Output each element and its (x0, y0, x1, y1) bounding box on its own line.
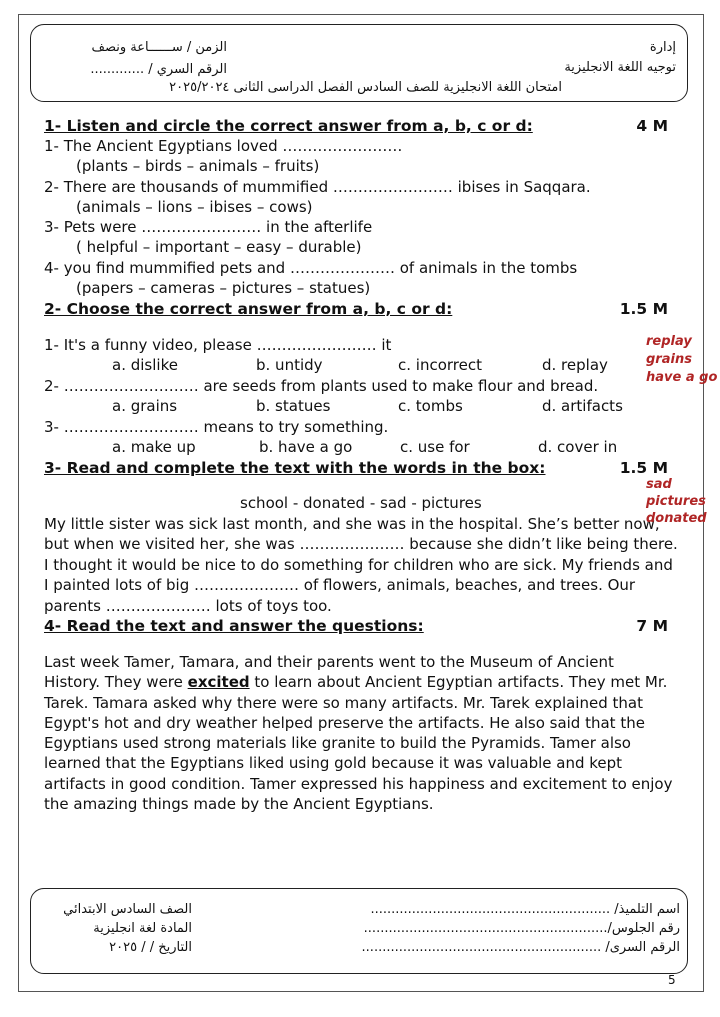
student-name-field: اسم التلميذ/ .......................................................... (370, 902, 680, 917)
q1-item-2: 2- There are thousands of mummified …………………… ibises in Saqqara. (44, 178, 591, 196)
footer-date: التاريخ / / ٢٠٢٥ (109, 940, 192, 955)
exam-title: امتحان اللغة الانجليزية للصف السادس الفصل الدراسى الثانى ٢٠٢٥/٢٠٢٤ (169, 80, 562, 95)
q2-item-2-option-a: a. grains (112, 397, 178, 415)
footer-grade: الصف السادس الابتدائي (63, 902, 192, 917)
q2-item-3-option-d: d. cover in (538, 438, 618, 456)
q1-item-1: 1- The Ancient Egyptians loved …………………… (44, 137, 403, 155)
handwritten-answer-have-a-go: have a go (646, 370, 718, 385)
section-2-marks: 1.5 M (619, 300, 668, 318)
q2-item-1-option-b: b. untidy (256, 356, 323, 374)
q2-item-1-option-a: a. dislike (112, 356, 178, 374)
q2-item-3-option-b: b. have a go (259, 438, 353, 456)
q2-item-3: 3- ……………………… means to try something. (44, 418, 389, 436)
q1-item-1-options: (plants – birds – animals – fruits) (76, 157, 320, 175)
q3-text-line-3: I thought it would be nice to do something for children who are sick. My friends and (44, 556, 673, 574)
reading-passage: Last week Tamer, Tamara, and their parents went to the Museum of Ancient History. They were excited to learn about Ancient Egyptian artifacts. They met Mr. Tarek. Tamara asked why there were so many artifacts. Mr. Tarek explained that Egypt's hot and dry weather helped preserve the artifacts. He also said that the Egyptians used strong materials like granite to build the Pyramids. Tamer also learned that the Egyptians liked using gold because it was valuable and kept artifacts in good condition. Tamer expressed his happiness and excitement to enjoy the amazing things made by the Ancient Egyptians. (44, 653, 673, 814)
word-box: school - donated - sad - pictures (240, 494, 482, 512)
passage-keyword-excited: excited (187, 673, 250, 692)
q2-item-2-option-c: c. tombs (398, 397, 463, 415)
q1-item-4-options: (papers – cameras – pictures – statues) (76, 279, 371, 297)
header-secret-number: الرقم السري / ............. (90, 62, 227, 77)
section-4-marks: 7 M (636, 617, 668, 635)
q2-item-2-option-b: b. statues (256, 397, 331, 415)
q2-item-3-option-c: c. use for (400, 438, 470, 456)
q1-item-2-options: (animals – lions – ibises – cows) (76, 198, 313, 216)
handwritten-answer-sad: sad (646, 477, 672, 492)
q1-item-3-options: ( helpful – important – easy – durable) (76, 238, 362, 256)
page-number: 5 (668, 973, 676, 987)
q3-text-line-2: but when we visited her, she was ………………… because she didn’t like being there. (44, 535, 678, 553)
q2-item-2: 2- ……………………… are seeds from plants used to make flour and bread. (44, 377, 599, 395)
seat-number-field: رقم الجلوس/........................................................... (363, 921, 680, 936)
section-4-heading: 4- Read the text and answer the questions: 7 M (44, 617, 668, 635)
handwritten-answer-pictures: pictures (646, 494, 706, 509)
header-dept: توجيه اللغة الانجليزية (564, 60, 676, 75)
q1-item-3: 3- Pets were …………………… in the afterlife (44, 218, 373, 236)
q2-item-1-option-d: d. replay (542, 356, 608, 374)
section-1-heading: 1- Listen and circle the correct answer from a, b, c or d: 4 M (44, 117, 668, 135)
handwritten-answer-donated: donated (646, 511, 707, 526)
q2-item-1-option-c: c. incorrect (398, 356, 482, 374)
header-admin: إدارة (649, 40, 676, 55)
q3-text-line-5: parents ………………… lots of toys too. (44, 597, 332, 615)
q2-item-2-option-d: d. artifacts (542, 397, 623, 415)
q1-item-4: 4- you find mummified pets and ………………… of animals in the tombs (44, 259, 578, 277)
section-3-marks: 1.5 M (619, 459, 668, 477)
q2-item-1: 1- It's a funny video, please …………………… it (44, 336, 392, 354)
secret-number-field: الرقم السرى/ .......................................................... (361, 940, 680, 955)
q3-text-line-4: I painted lots of big ………………… of flowers, animals, beaches, and trees. Our (44, 576, 636, 594)
section-3-heading: 3- Read and complete the text with the words in the box: 1.5 M (44, 459, 668, 477)
handwritten-answer-grains: grains (646, 352, 692, 367)
q3-text-line-1: My little sister was sick last month, and she was in the hospital. She’s better now, (44, 515, 660, 533)
section-1-marks: 4 M (636, 117, 668, 135)
section-2-heading: 2- Choose the correct answer from a, b, c or d: 1.5 M (44, 300, 668, 318)
header-time: الزمن / ســــــاعة ونصف (91, 40, 227, 55)
q2-item-3-option-a: a. make up (112, 438, 196, 456)
footer-subject: المادة لغة انجليزية (93, 921, 192, 936)
handwritten-answer-replay: replay (646, 334, 692, 349)
